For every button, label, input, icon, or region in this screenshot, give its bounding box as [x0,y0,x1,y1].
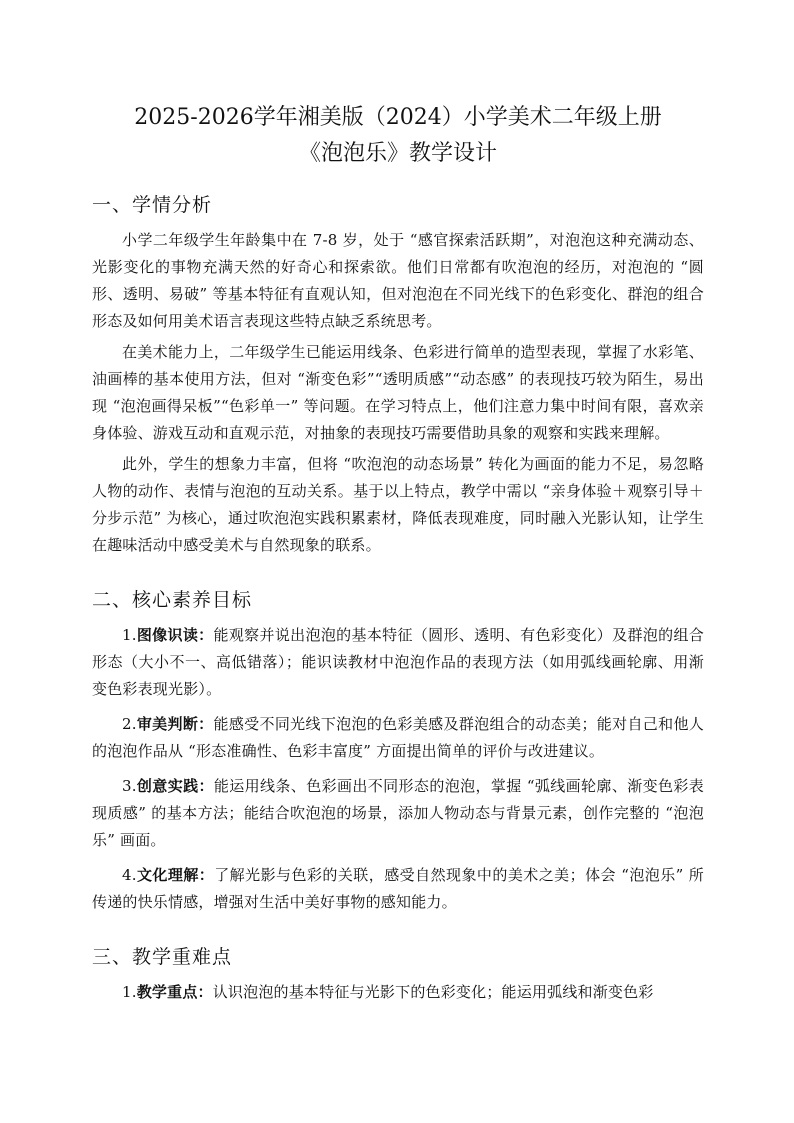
keypoint-label: 教学重点： [136,983,213,1001]
paragraph: 在美术能力上，二年级学生已能运用线条、色彩进行简单的造型表现，掌握了水彩笔、油画棒的基本使用方法，但对 “渐变色彩”“透明质感”“动态感” 的表现技巧较为陌生，易出现 “泡泡画得呆板”“色彩单一” 等问题。在学习特点上，他们注意力集中时间有限，喜欢亲身体验、游戏互动和直观示范，对抽象的表现技巧需要借助具象的观察和实践来理解。 [92,343,704,442]
goal-item [92,862,704,916]
section-heading-analysis: 一、学情分析 [92,194,213,216]
goal-item [92,622,704,703]
goal-text: 能运用线条、色彩画出不同形态的泡泡，掌握 “弧线画轮廓、渐变色彩表现质感” 的基本方法；能结合吹泡泡的场景，添加人物动态与背景元素，创作完整的 “泡泡乐” 画面。 [92,777,704,849]
goal-text: 能观察并说出泡泡的基本特征（圆形、透明、有色彩变化）及群泡的组合形态（大小不一、高低错落）；能识读教材中泡泡作品的表现方法（如用弧线画轮廓、用渐变色彩表现光影）。 [92,626,704,698]
goal-number: 1. [122,626,137,644]
goal-number: 2. [122,715,137,733]
paragraph: 此外，学生的想象力丰富，但将 “吹泡泡的动态场景” 转化为画面的能力不足，易忽略人物的动作、表情与泡泡的互动关系。基于以上特点，教学中需以 “亲身体验＋观察引导＋分步示范” 为核心，通过吹泡泡实践积累素材，降低表现难度，同时融入光影认知，让学生在趣味活动中感受美术与自然现象的联系。 [92,455,704,554]
goal-text: 了解光影与色彩的关联，感受自然现象中的美术之美；体会 “泡泡乐” 所传递的快乐情感，增强对生活中美好事物的感知能力。 [92,866,704,911]
goal-label: 文化理解： [136,866,215,884]
goal-number: 3. [122,777,137,795]
goal-label: 创意实践： [136,777,214,795]
goal-text: 能感受不同光线下泡泡的色彩美感及群泡组合的动态美；能对自己和他人的泡泡作品从 “形态准确性、色彩丰富度” 方面提出简单的评价与改进建议。 [92,715,704,760]
keypoint-number: 1. [122,983,137,1001]
goal-label: 审美判断： [136,715,214,733]
title-block [92,100,704,172]
goal-label: 图像识读： [136,626,214,644]
section-heading-goals: 二、核心素养目标 [92,589,253,611]
paragraph: 小学二年级学生年龄集中在 7-8 岁，处于 “感官探索活跃期”，对泡泡这种充满动态、光影变化的事物充满天然的好奇心和探索欲。他们日常都有吹泡泡的经历，对泡泡的 “圆形、透明、易破” 等基本特征有直观认知，但对泡泡在不同光线下的色彩变化、群泡的组合形态及如何用美术语言表现这些特点缺乏系统思考。 [92,231,704,330]
section-heading-keypoints: 三、教学重难点 [92,946,233,968]
document-title-line2: 《泡泡乐》教学设计 [298,141,497,166]
document-title-line1: 2025-2026学年湘美版（2024）小学美术二年级上册 [134,105,662,130]
keypoint-text: 认识泡泡的基本特征与光影下的色彩变化；能运用弧线和渐变色彩 [212,983,654,1001]
goal-number: 4. [122,866,137,884]
goal-item [92,711,704,765]
goal-item [92,773,704,854]
keypoint-item [92,979,704,1006]
